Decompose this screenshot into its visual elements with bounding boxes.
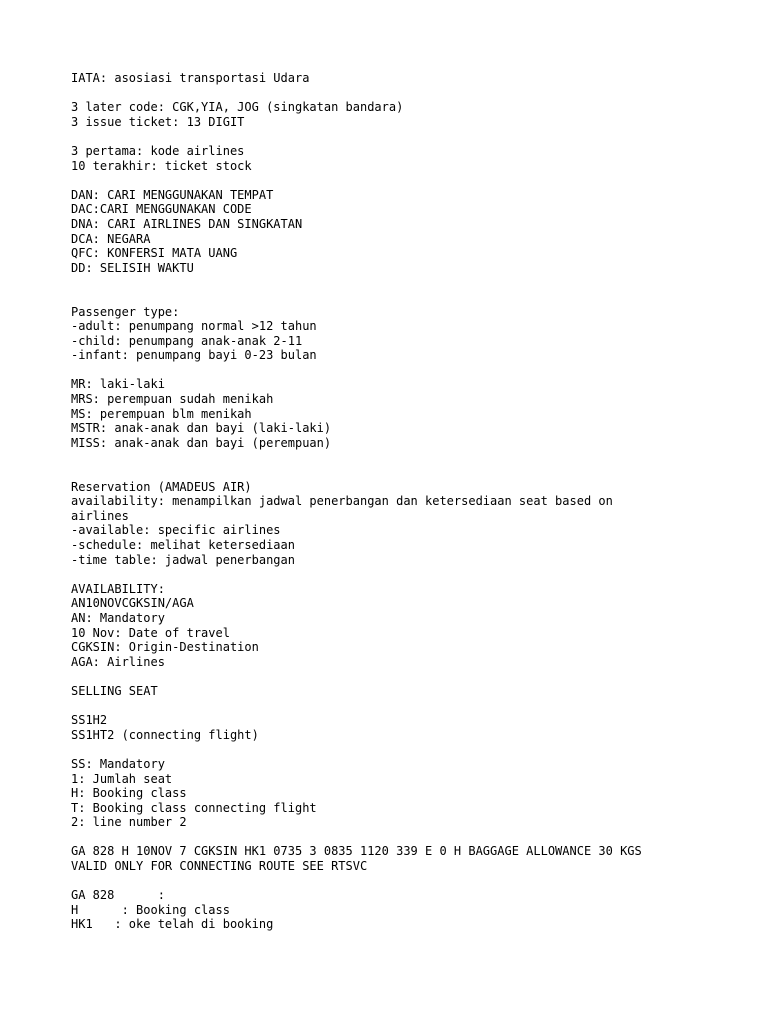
text-line: DCA: NEGARA <box>71 231 151 246</box>
text-line: SS1H2 <box>71 713 108 728</box>
text-line: 2: line number 2 <box>71 815 187 830</box>
text-line: Passenger type: <box>71 304 180 319</box>
text-line: -schedule: melihat ketersediaan <box>71 538 295 552</box>
text-line: GA 828 : <box>71 888 165 903</box>
text-line: availability: menampilkan jadwal penerbangan dan ketersediaan seat based on <box>71 494 613 509</box>
text-line <box>71 874 751 889</box>
text-line: VALID ONLY FOR CONNECTING ROUTE SEE RTSVC <box>71 859 368 874</box>
text-line: MR: laki-laki <box>71 377 165 392</box>
text-line: -child: penumpang anak-anak 2-11 <box>71 333 303 348</box>
text-line: SS1HT2 (connecting flight) <box>71 727 259 742</box>
document-text <box>71 71 751 932</box>
text-line <box>71 290 751 305</box>
text-line: DAN: CARI MENGGUNAKAN TEMPAT <box>71 187 274 202</box>
text-line <box>71 830 751 845</box>
text-line <box>71 669 751 684</box>
text-line <box>71 465 751 480</box>
text-line: CGKSIN: Origin-Destination <box>71 640 259 655</box>
text-line <box>71 86 751 101</box>
text-line <box>71 567 751 582</box>
text-line <box>71 742 751 757</box>
text-line <box>71 275 751 290</box>
text-line <box>71 363 751 378</box>
text-line: Reservation (AMADEUS AIR) <box>71 479 252 494</box>
text-line: AN10NOVCGKSIN/AGA <box>71 596 194 611</box>
text-line: DD: SELISIH WAKTU <box>71 260 194 275</box>
text-line: IATA: asosiasi transportasi Udara <box>71 71 310 85</box>
text-line: H: Booking class <box>71 786 187 801</box>
text-line: QFC: KONFERSI MATA UANG <box>71 246 238 261</box>
text-line: MS: perempuan blm menikah <box>71 406 252 421</box>
text-line: 3 later code: CGK,YIA, JOG (singkatan bandara) <box>71 100 404 115</box>
text-line: -adult: penumpang normal >12 tahun <box>71 319 317 334</box>
text-line: SS: Mandatory <box>71 756 165 771</box>
text-line: SELLING SEAT <box>71 683 158 698</box>
text-line: MISS: anak-anak dan bayi (perempuan) <box>71 435 332 450</box>
text-line <box>71 129 751 144</box>
text-line <box>71 699 751 714</box>
text-line: -time table: jadwal penerbangan <box>71 552 295 567</box>
text-line <box>71 173 751 188</box>
text-line: AGA: Airlines <box>71 654 165 669</box>
text-line: DNA: CARI AIRLINES DAN SINGKATAN <box>71 216 303 231</box>
text-line: 3 issue ticket: 13 DIGIT <box>71 114 245 129</box>
text-line: AVAILABILITY: <box>71 581 165 596</box>
text-line: 1: Jumlah seat <box>71 771 173 786</box>
text-line: DAC:CARI MENGGUNAKAN CODE <box>71 202 252 217</box>
text-line: HK1 : oke telah di booking <box>71 917 274 932</box>
text-line <box>71 450 751 465</box>
text-line: MSTR: anak-anak dan bayi (laki-laki) <box>71 421 332 436</box>
text-line: -infant: penumpang bayi 0-23 bulan <box>71 348 317 363</box>
text-line: AN: Mandatory <box>71 610 165 625</box>
text-line: airlines <box>71 508 129 523</box>
text-line: H : Booking class <box>71 902 230 917</box>
text-line: 10 Nov: Date of travel <box>71 625 230 640</box>
text-line: -available: specific airlines <box>71 523 281 538</box>
text-line: MRS: perempuan sudah menikah <box>71 392 274 407</box>
text-line: 3 pertama: kode airlines <box>71 143 245 158</box>
text-line: T: Booking class connecting flight <box>71 800 317 815</box>
text-line: GA 828 H 10NOV 7 CGKSIN HK1 0735 3 0835 1120 339 E 0 H BAGGAGE ALLOWANCE 30 KGS <box>71 844 642 859</box>
text-line: 10 terakhir: ticket stock <box>71 158 252 173</box>
